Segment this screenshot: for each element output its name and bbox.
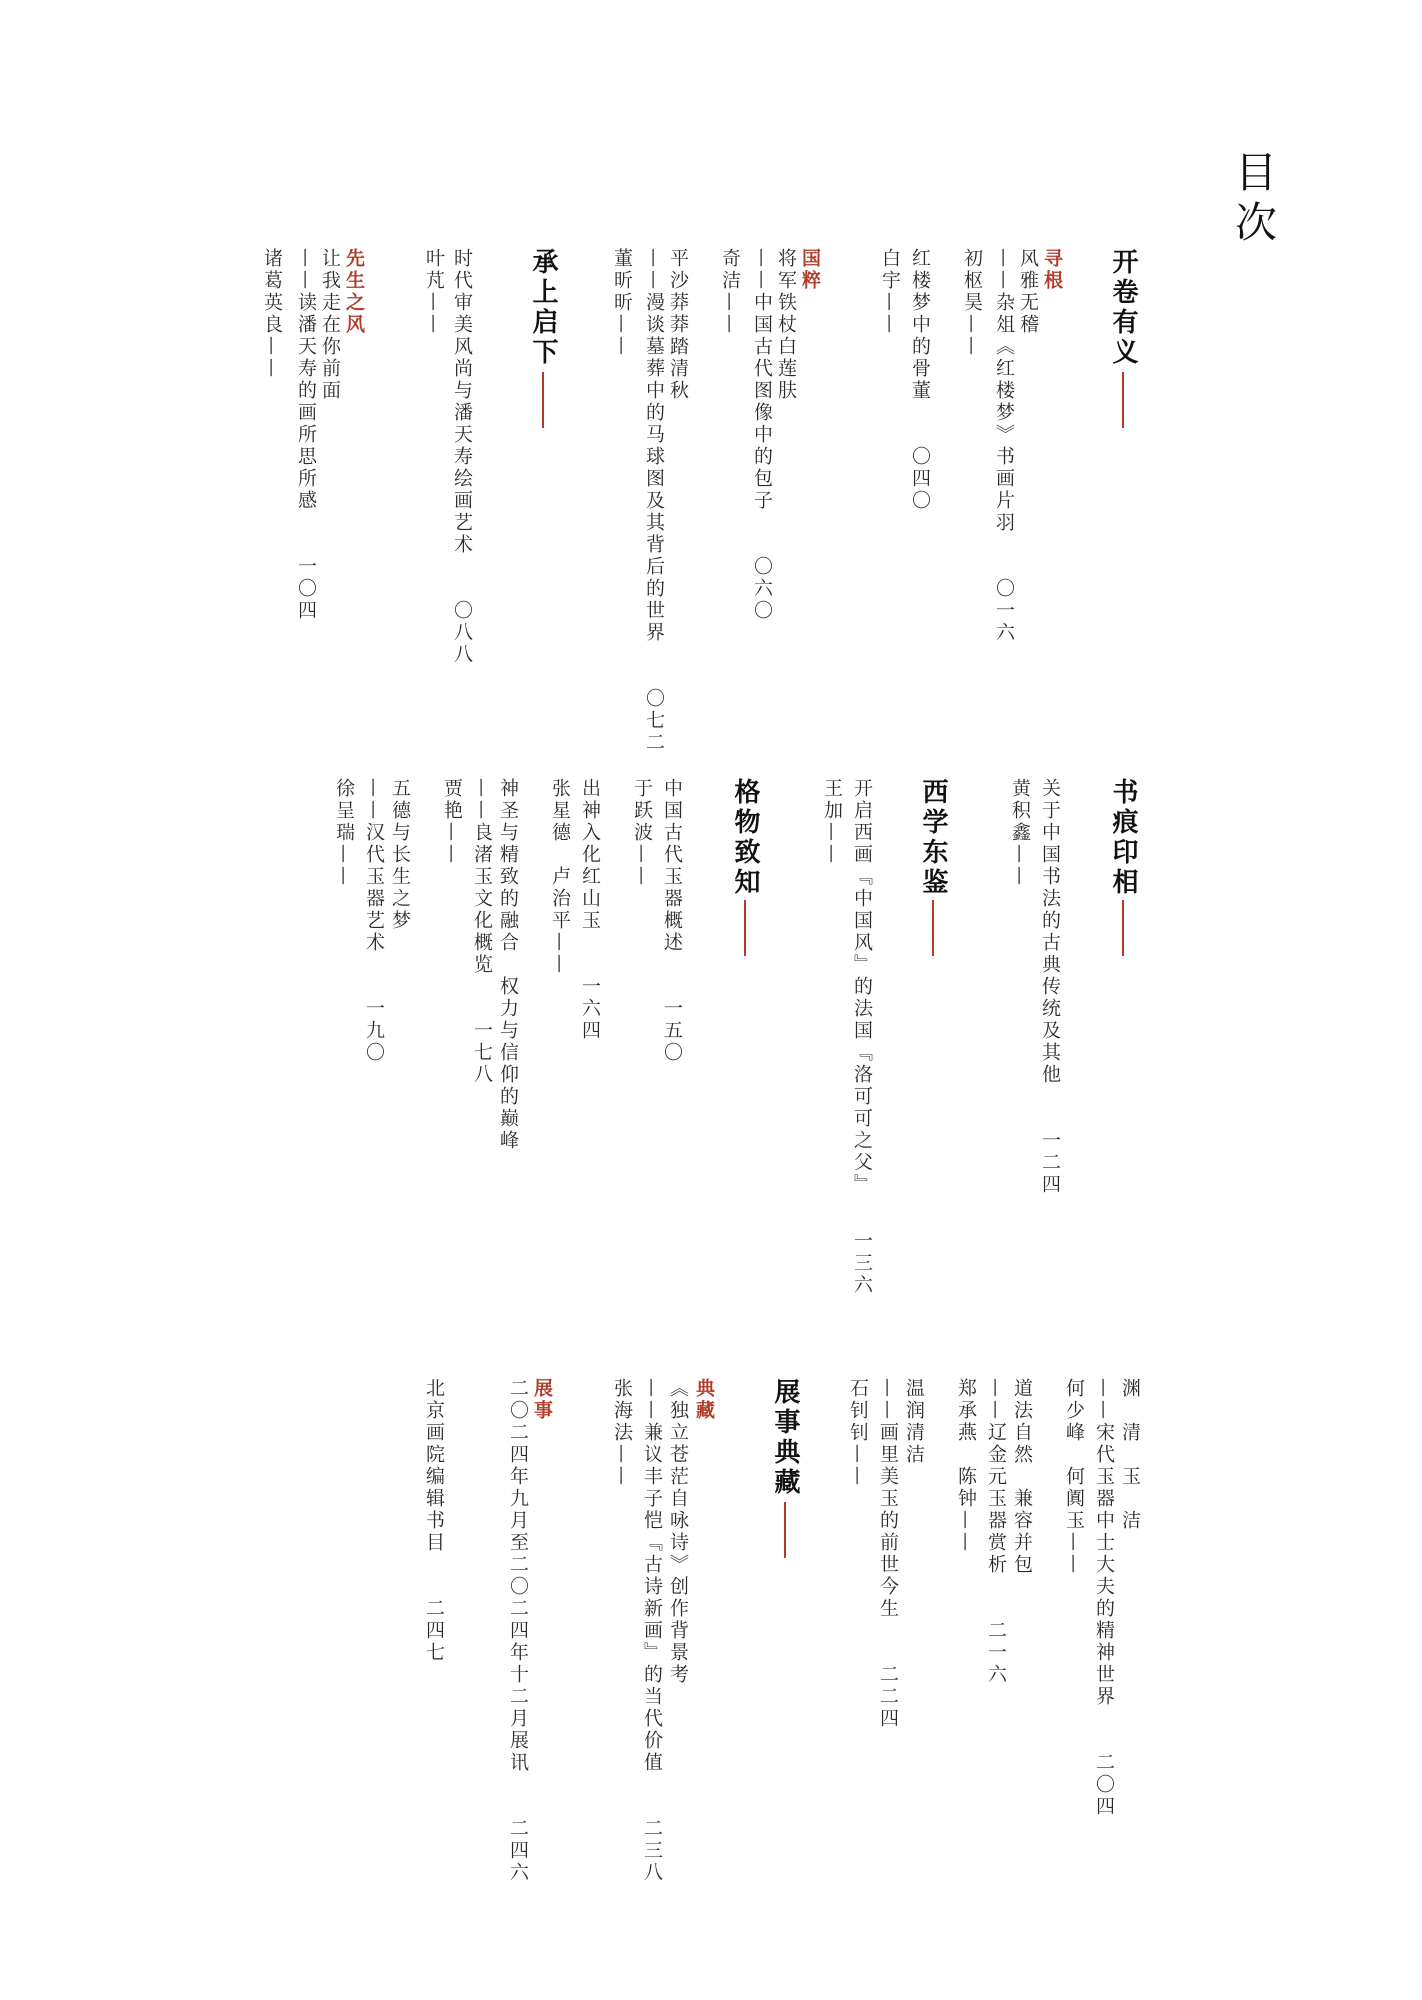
toc-entry-subtitle: ——汉代玉器艺术 一九〇 bbox=[363, 778, 385, 1064]
toc-entry-author: 王加—— bbox=[821, 778, 843, 866]
section-title-shuhen: 书痕印相 bbox=[1108, 778, 1138, 898]
toc-entry-title: 中国古代玉器概述 一五〇 bbox=[661, 778, 683, 1064]
toc-entry-author: 张海法—— bbox=[611, 1378, 633, 1488]
toc-entry-author: 何少峰 何阗玉—— bbox=[1063, 1378, 1085, 1576]
toc-entry-subtitle: ——良渚玉文化概览 一七八 bbox=[471, 778, 493, 1086]
toc-entry-subtitle: ——宋代玉器中士大夫的精神世界 二〇四 bbox=[1093, 1378, 1115, 1818]
toc-entry-subtitle: ——中国古代图像中的包子 〇六〇 bbox=[751, 248, 773, 622]
section-accent-bar bbox=[784, 1502, 786, 1558]
toc-entry-author: 奇洁—— bbox=[719, 248, 741, 336]
subsection-xiansheng: 先生之风 bbox=[343, 248, 365, 336]
section-accent-bar bbox=[542, 372, 544, 428]
section-title-kaijuan: 开卷有义 bbox=[1108, 248, 1138, 368]
section-accent-bar bbox=[1122, 900, 1124, 956]
toc-entry-author: 郑承燕 陈钟—— bbox=[955, 1378, 977, 1554]
toc-entry-subtitle: ——辽金元玉器赏析 二一六 bbox=[985, 1378, 1007, 1686]
toc-entry-title: 《独立苍茫自咏诗》创作背景考 bbox=[667, 1378, 689, 1686]
toc-entry-subtitle: ——漫谈墓葬中的马球图及其背后的世界 〇七二 bbox=[643, 248, 665, 754]
toc-entry-author: 于跃波—— bbox=[631, 778, 653, 888]
toc-entry-title: 开启西画『中国风』的法国『洛可可之父』 一三六 bbox=[851, 778, 873, 1297]
toc-entry-author: 徐呈瑞—— bbox=[333, 778, 355, 888]
toc-entry-title: 平沙莽莽踏清秋 bbox=[667, 248, 689, 402]
section-title-xixue: 西学东鉴 bbox=[918, 778, 948, 898]
toc-entry-title: 渊 清 玉 洁 bbox=[1119, 1378, 1141, 1532]
toc-entry-title: 红楼梦中的骨董 〇四〇 bbox=[909, 248, 931, 512]
toc-entry-author: 石钊钊—— bbox=[847, 1378, 869, 1488]
toc-entry-subtitle: ——杂俎《红楼梦》书画片羽 〇一六 bbox=[993, 248, 1015, 644]
toc-entry-title: 将军铁杖白莲肤 bbox=[775, 248, 797, 402]
toc-entry-title: 时代审美风尚与潘天寿绘画艺术 〇八八 bbox=[451, 248, 473, 666]
section-accent-bar bbox=[932, 900, 934, 956]
subsection-diancang: 典藏 bbox=[693, 1378, 715, 1422]
toc-entry-author: 张星德 卢治平—— bbox=[549, 778, 571, 976]
subsection-guocui: 国粹 bbox=[799, 248, 821, 292]
subsection-xungen: 寻根 bbox=[1041, 248, 1063, 292]
toc-entry-title: 温润清洁 bbox=[903, 1378, 925, 1466]
toc-entry-author: 黄积鑫—— bbox=[1009, 778, 1031, 888]
toc-entry-author: 叶芃—— bbox=[423, 248, 445, 336]
toc-entry-title: 关于中国书法的古典传统及其他 一二四 bbox=[1039, 778, 1061, 1196]
toc-entry-subtitle: ——读潘天寿的画所思所感 一〇四 bbox=[295, 248, 317, 622]
toc-entry-title: 北京画院编辑书目 二四七 bbox=[423, 1378, 445, 1664]
toc-entry-title: 五德与长生之梦 bbox=[389, 778, 411, 932]
toc-entry-title: 让我走在你前面 bbox=[319, 248, 341, 402]
toc-entry-title: 二〇二四年九月至二〇二四年十二月展讯 二四六 bbox=[507, 1378, 529, 1884]
toc-entry-title: 道法自然 兼容并包 bbox=[1011, 1378, 1033, 1576]
toc-entry-subtitle: ——画里美玉的前世今生 二二四 bbox=[877, 1378, 899, 1730]
toc-entry-title: 出神入化红山玉 一六四 bbox=[579, 778, 601, 1042]
section-accent-bar bbox=[744, 900, 746, 956]
subsection-zhanshi: 展事 bbox=[531, 1378, 553, 1422]
toc-entry-title: 神圣与精致的融合 权力与信仰的巅峰 bbox=[497, 778, 519, 1152]
toc-entry-title: 风雅无稽 bbox=[1017, 248, 1039, 336]
section-title-zhanshi: 展事典藏 bbox=[770, 1378, 800, 1498]
toc-entry-author: 诸葛英良—— bbox=[261, 248, 283, 380]
section-title-gewu: 格物致知 bbox=[730, 778, 760, 898]
toc-entry-subtitle: ——兼议丰子恺『古诗新画』的当代价值 二三八 bbox=[641, 1378, 663, 1884]
page-title: 目次 bbox=[1229, 150, 1278, 250]
section-title-chengshang: 承上启下 bbox=[528, 248, 558, 368]
toc-entry-author: 贾艳—— bbox=[441, 778, 463, 866]
toc-entry-author: 初枢昊—— bbox=[961, 248, 983, 358]
toc-entry-author: 董昕昕—— bbox=[611, 248, 633, 358]
toc-entry-author: 白宇—— bbox=[879, 248, 901, 336]
section-accent-bar bbox=[1122, 372, 1124, 428]
